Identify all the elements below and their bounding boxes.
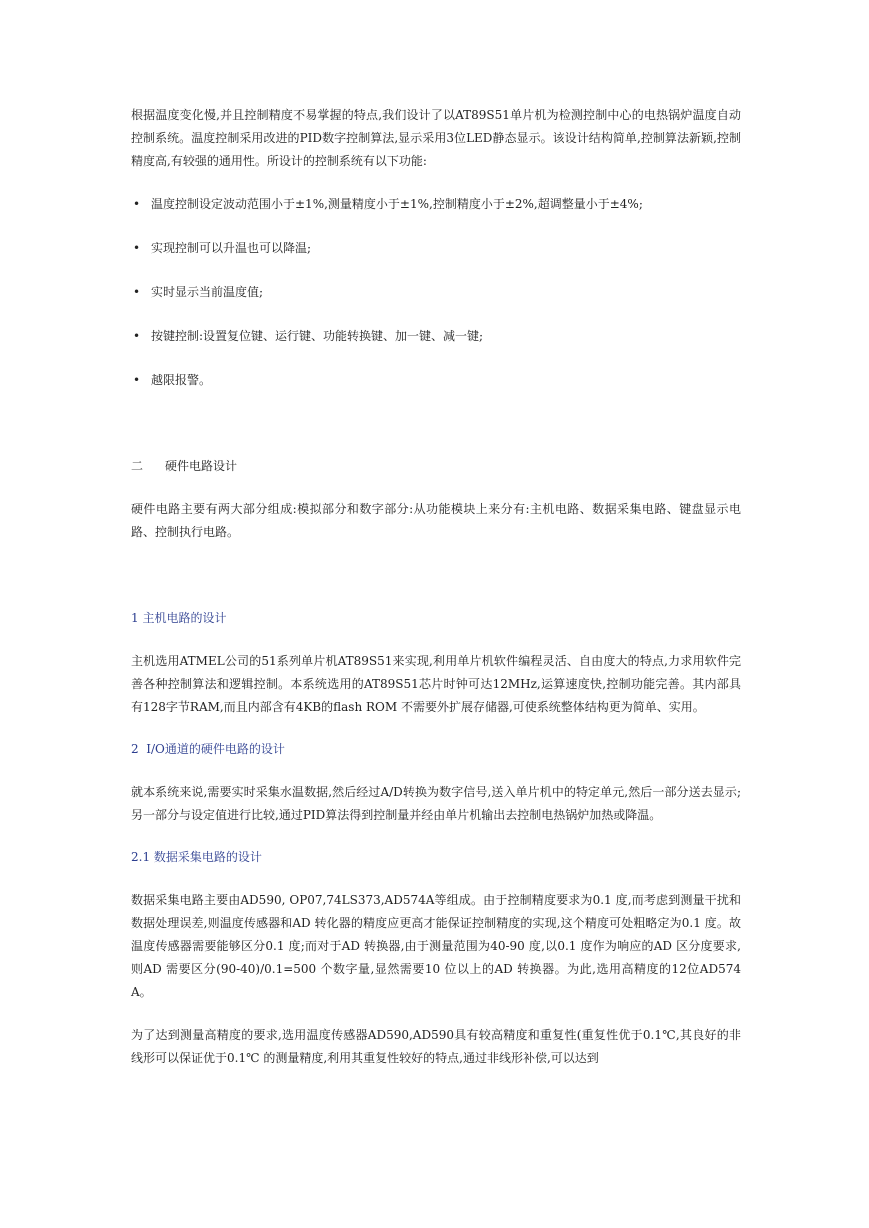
section-number: 二: [131, 459, 144, 473]
section-title: 硬件电路设计: [165, 459, 238, 473]
document-page: [131, 104, 741, 1070]
subsection-paragraph: 为了达到测量高精度的要求,选用温度传感器AD590,AD590具有较高精度和重复性(重复性优于0.1℃,其良好的非线形可以保证优于0.1℃ 的测量精度,利用其重复性较好的特点,通过非线形补偿,可以达到: [131, 1028, 741, 1065]
feature-list: [131, 193, 741, 392]
bullet-icon: •: [133, 241, 141, 255]
feature-text: 越限报警。: [151, 373, 212, 387]
list-item: [131, 369, 741, 392]
bullet-icon: •: [133, 329, 141, 343]
bullet-icon: •: [133, 285, 141, 299]
bullet-icon: •: [133, 373, 141, 387]
section-paragraph: 硬件电路主要有两大部分组成:模拟部分和数字部分:从功能模块上来分有:主机电路、数据采集电路、键盘显示电路、控制执行电路。: [131, 502, 741, 539]
intro-paragraph: 根据温度变化慢,并且控制精度不易掌握的特点,我们设计了以AT89S51单片机为检测控制中心的电热锅炉温度自动控制系统。温度控制采用改进的PID数字控制算法,显示采用3位LED静态显示。该设计结构简单,控制算法新颖,控制精度高,有较强的通用性。所设计的控制系统有以下功能:: [131, 108, 741, 168]
bullet-icon: •: [133, 197, 141, 211]
subsection-paragraph: 数据采集电路主要由AD590, OP07,74LS373,AD574A等组成。由于控制精度要求为0.1 度,而考虑到测量干扰和数据处理误差,则温度传感器和AD 转化器的精度应更高才能保证控制精度的实现,这个精度可处粗略定为0.1 度。故温度传感器需要能够区分0.1 度;而对于AD 转换器,由于测量范围为40-90 度,以0.1 度作为响应的AD 区分度要求,则AD 需要区分(90-40)/0.1=500 个数字量,显然需要10 位以上的AD 转换器。为此,选用高精度的12位AD574A。: [131, 893, 741, 999]
subsection-heading: 2.1 数据采集电路的设计: [131, 850, 262, 864]
list-item: [131, 281, 741, 304]
feature-text: 实现控制可以升温也可以降温;: [151, 241, 312, 255]
subsection-heading: 2 I/O通道的硬件电路的设计: [131, 742, 285, 756]
feature-text: 实时显示当前温度值;: [151, 285, 264, 299]
subsection-heading: 1 主机电路的设计: [131, 611, 227, 625]
subsection-paragraph: 就本系统来说,需要实时采集水温数据,然后经过A/D转换为数字信号,送入单片机中的特定单元,然后一部分送去显示;另一部分与设定值进行比较,通过PID算法得到控制量并经由单片机输出去控制电热锅炉加热或降温。: [131, 785, 741, 822]
subsection-paragraph: 主机选用ATMEL公司的51系列单片机AT89S51来实现,利用单片机软件编程灵活、自由度大的特点,力求用软件完善各种控制算法和逻辑控制。本系统选用的AT89S51芯片时钟可达12MHz,运算速度快,控制功能完善。其内部具有128字节RAM,而且内部含有4KB的flash ROM 不需要外扩展存储器,可使系统整体结构更为简单、实用。: [131, 654, 741, 714]
list-item: [131, 193, 741, 216]
section-heading: [131, 455, 741, 478]
feature-text: 按键控制:设置复位键、运行键、功能转换键、加一键、减一键;: [151, 329, 484, 343]
list-item: [131, 325, 741, 348]
feature-text: 温度控制设定波动范围小于±1%,测量精度小于±1%,控制精度小于±2%,超调整量小于±4%;: [151, 197, 643, 211]
list-item: [131, 237, 741, 260]
